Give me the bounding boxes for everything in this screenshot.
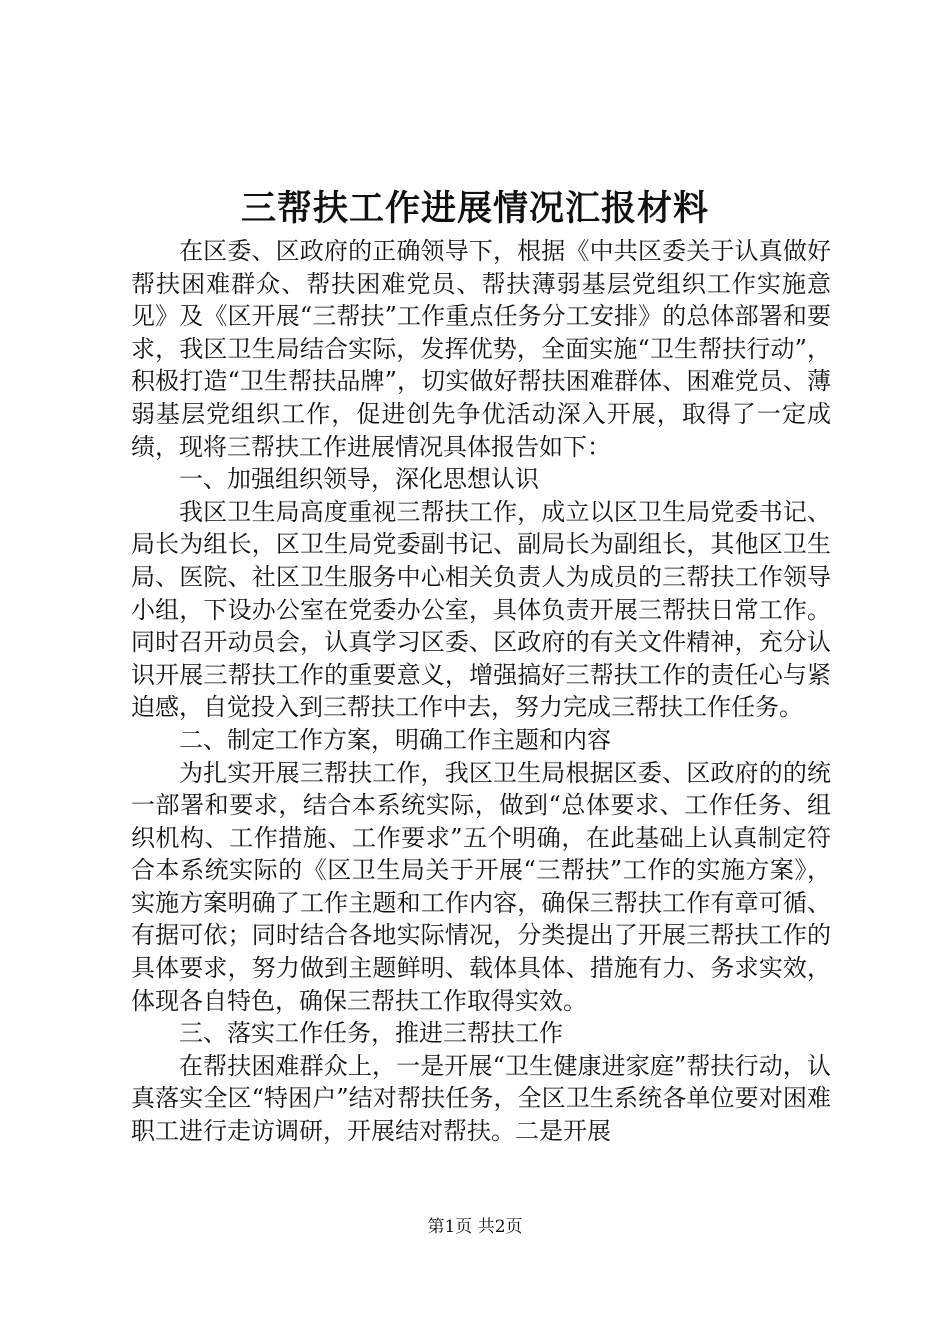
paragraph-section-3: 在帮扶困难群众上，一是开展“卫生健康进家庭”帮扶行动，认真落实全区“特困户”结对帮扶任务，全区卫生系统各单位要对困难职工进行走访调研，开展结对帮扶。二是开展 <box>131 1051 831 1146</box>
section-heading-2: 二、制定工作方案，明确工作主题和内容 <box>179 725 611 754</box>
paragraph-intro: 在区委、区政府的正确领导下，根据《中共区委关于认真做好帮扶困难群众、帮扶困难党员、帮扶薄弱基层党组织工作实施意见》及《区开展“三帮扶”工作重点任务分工安排》的总体部署和要求，我区卫生局结合实际，发挥优势，全面实施“卫生帮扶行动”，积极打造“卫生帮扶品牌”，切实做好帮扶困难群体、困难党员、薄弱基层党组织工作，促进创先争优活动深入开展，取得了一定成绩，现将三帮扶工作进展情况具体报告如下： <box>131 237 831 461</box>
document-body <box>131 235 831 1148</box>
paragraph-section-1: 我区卫生局高度重视三帮扶工作，成立以区卫生局党委书记、局长为组长，区卫生局党委副书记、副局长为副组长，其他区卫生局、医院、社区卫生服务中心相关负责人为成员的三帮扶工作领导小组，下设办公室在党委办公室，具体负责开展三帮扶日常工作。同时召开动员会，认真学习区委、区政府的有关文件精神，充分认识开展三帮扶工作的重要意义，增强搞好三帮扶工作的责任心与紧迫感，自觉投入到三帮扶工作中去，努力完成三帮扶工作任务。 <box>131 497 831 722</box>
paragraph-section-2: 为扎实开展三帮扶工作，我区卫生局根据区委、区政府的的统一部署和要求，结合本系统实际，做到“总体要求、工作任务、组织机构、工作措施、工作要求”五个明确，在此基础上认真制定符合本系统实际的《区卫生局关于开展“三帮扶”工作的实施方案》，实施方案明确了工作主题和工作内容，确保三帮扶工作有章可循、有据可依；同时结合各地实际情况，分类提出了开展三帮扶工作的具体要求，努力做到主题鲜明、载体具体、措施有力、务求实效，体现各自特色，确保三帮扶工作取得实效。 <box>131 758 831 1015</box>
document-title: 三帮扶工作进展情况汇报材料 <box>240 188 709 229</box>
section-heading-1: 一、加强组织领导，深化思想认识 <box>179 465 539 494</box>
section-heading-3: 三、落实工作任务，推进三帮扶工作 <box>179 1019 563 1048</box>
page-footer: 第1页 共2页 <box>427 1217 523 1237</box>
